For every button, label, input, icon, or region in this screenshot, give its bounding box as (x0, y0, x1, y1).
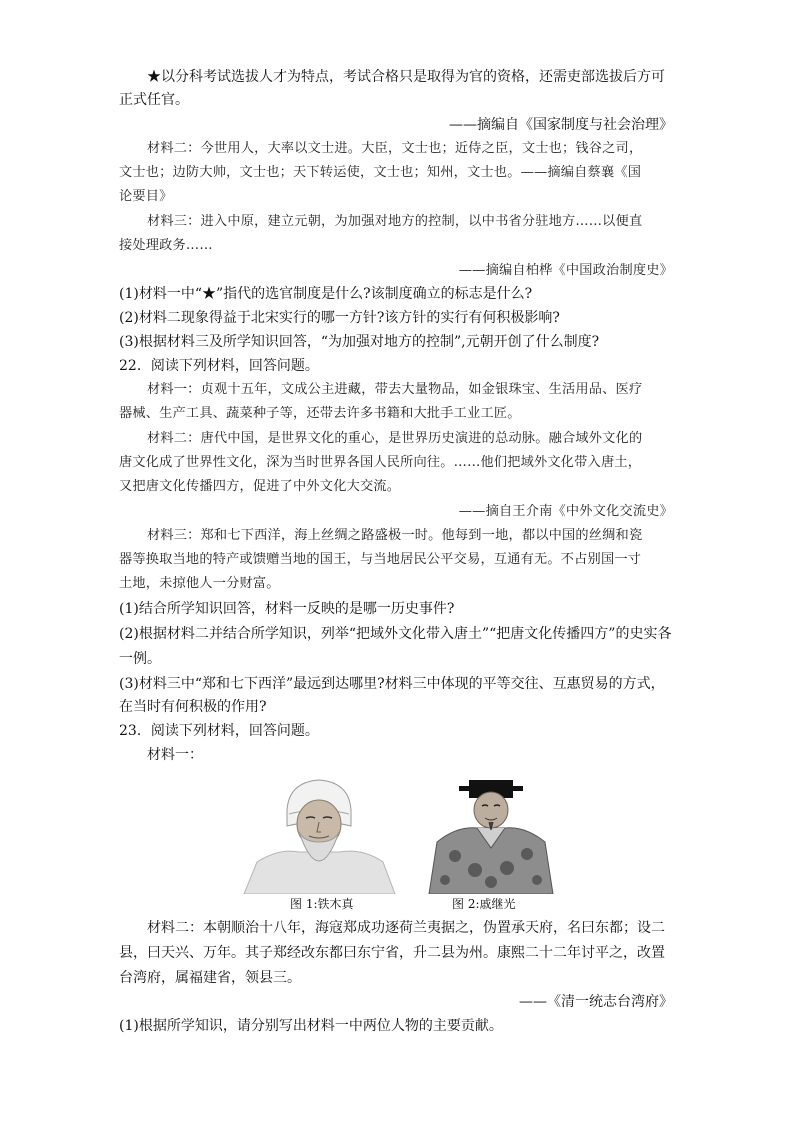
q23-part-1: (1)根据所学知识，请分别写出材料一中两位人物的主要贡献。 (119, 1018, 503, 1034)
q23-material-2-source: ——《清一统志台湾府》 (519, 994, 673, 1010)
q22-part-1: (1)结合所学知识回答，材料一反映的是哪一历史事件? (119, 601, 455, 617)
figure-1 (239, 770, 399, 894)
portrait-temujin-image (239, 770, 399, 894)
material-1-line-1: ★以分科考试选拔人才为特点，考试合格只是取得为官的资格，还需吏部选拔后方可 (147, 69, 665, 85)
q23-heading: 23．阅读下列材料，回答问题。 (119, 723, 319, 739)
q23-material-1-label: 材料一： (147, 747, 203, 763)
q22-material-2-line-1: 材料二：唐代中国，是世界文化的重心，是世界历史演进的总动脉。融合域外文化的 (147, 431, 643, 446)
q21-part-1: (1)材料一中“★”指代的选官制度是什么?该制度确立的标志是什么? (119, 286, 533, 302)
figure-2 (427, 770, 555, 894)
material-2-line-3: 论要目》 (119, 189, 173, 204)
material-1-line-2: 正式任官。 (119, 92, 189, 108)
material-3-line-1: 材料三：进入中原，建立元朝，为加强对地方的控制，以中书省分驻地方……以便直 (147, 214, 643, 229)
material-3-source: ——摘编自柏桦《中国政治制度史》 (458, 263, 673, 278)
q22-part-3-line-2: 在当时有何积极的作用? (119, 699, 267, 715)
q23-material-2-line-2: 县，曰天兴、万年。其子郑经改东都曰东宁省，升二县为州。康熙二十二年讨平之，改置 (119, 945, 665, 961)
q22-material-2-line-2: 唐文化成了世界性文化，深为当时世界各国人民所向往。……他们把域外文化带入唐土， (119, 455, 642, 470)
figure-1-caption: 图 1:铁木真 (290, 897, 354, 911)
q22-material-3-line-3: 土地，未掠他人一分财富。 (119, 576, 280, 591)
q22-part-2-line-2: 一例。 (119, 651, 161, 667)
q22-material-3-line-1: 材料三：郑和七下西洋，海上丝绸之路盛极一时。他每到一地，都以中国的丝绸和瓷 (147, 528, 643, 543)
portrait-qi-jiguang-image (427, 770, 555, 894)
figure-2-caption: 图 2:戚继光 (452, 897, 516, 911)
q22-material-1-line-1: 材料一：贞观十五年，文成公主进藏，带去大量物品，如金银珠宝、生活用品、医疗 (147, 382, 643, 397)
q22-part-3-line-1: (3)材料三中“郑和七下西洋”最远到达哪里?材料三中体现的平等交往、互惠贸易的方式， (119, 676, 665, 692)
q22-material-2-line-3: 又把唐文化传播四方，促进了中外文化大交流。 (119, 479, 401, 494)
material-2-line-2: 文士也；边防大帅，文士也；天下转运使，文士也；知州，文士也。——摘编自蔡襄《国 (119, 165, 642, 180)
q22-material-1-line-2: 器械、生产工具、蔬菜种子等，还带去许多书籍和大批手工业工匠。 (119, 406, 521, 421)
q22-material-2-source: ——摘自王介南《中外文化交流史》 (458, 504, 673, 519)
q21-part-2: (2)材料二现象得益于北宋实行的哪一方针?该方针的实行有何积极影响? (119, 310, 560, 326)
q21-part-3: (3)根据材料三及所学知识回答，“为加强对地方的控制”,元朝开创了什么制度? (119, 334, 600, 350)
q23-material-2-line-3: 台湾府，属福建省，领县三。 (119, 970, 301, 986)
q22-part-2-line-1: (2)根据材料二并结合所学知识，列举“把域外文化带入唐土”“把唐文化传播四方”的史实各 (119, 626, 672, 642)
q22-heading: 22．阅读下列材料，回答问题。 (119, 358, 319, 374)
q23-material-2-line-1: 材料二：本朝顺治十八年，海寇郑成功逐荷兰夷据之，伪置承天府，名曰东都；设二 (147, 920, 665, 936)
material-3-line-2: 接处理政务…… (119, 238, 213, 253)
q22-material-3-line-2: 器等换取当地的特产或馈赠当地的国王，与当地居民公平交易，互通有无。不占别国一寸 (119, 552, 642, 567)
material-1-source: ——摘编自《国家制度与社会治理》 (449, 117, 673, 133)
material-2-line-1: 材料二：今世用人，大率以文士进。大臣，文士也；近侍之臣，文士也；钱谷之司， (147, 141, 643, 156)
